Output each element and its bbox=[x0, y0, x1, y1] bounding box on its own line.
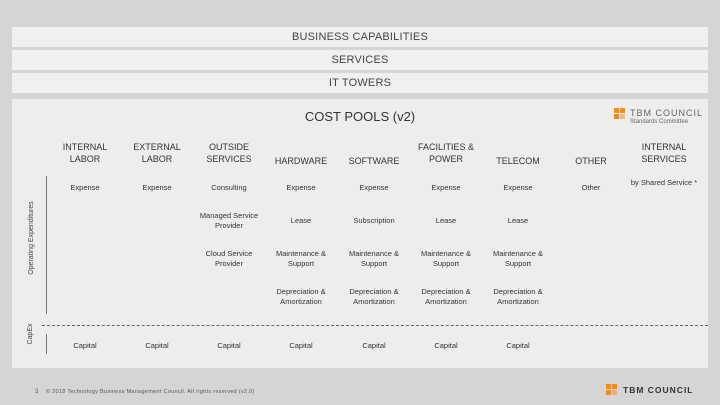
cost-pool-cell: Depreciation & Amortization bbox=[349, 287, 399, 306]
tbm-logo-mark-icon bbox=[606, 383, 618, 395]
cost-pool-cell: Expense bbox=[503, 183, 533, 192]
cost-pool-cell: Consulting bbox=[211, 183, 247, 192]
cost-pool-cell: Expense bbox=[142, 183, 172, 192]
opex-capex-divider bbox=[42, 325, 708, 326]
cost-pool-cell: Maintenance & Support bbox=[420, 249, 472, 268]
column-header: HARDWARE bbox=[274, 156, 328, 166]
copyright-text: © 2018 Technology Business Management Council. All rights reserved (v2.0) bbox=[46, 389, 255, 395]
cost-pool-cell: Capital bbox=[289, 341, 313, 350]
cost-pool-cell: Depreciation & Amortization bbox=[421, 287, 471, 306]
cost-pool-cell: Maintenance & Support bbox=[348, 249, 400, 268]
cost-pool-cell: Depreciation & Amortization bbox=[493, 287, 543, 306]
capex-axis-label: CapEx bbox=[27, 323, 34, 345]
cost-pool-cell: Expense bbox=[359, 183, 389, 192]
band-business-capabilities: BUSINESS CAPABILITIES bbox=[12, 27, 708, 47]
page-number: 3 bbox=[35, 389, 39, 395]
column-header: INTERNAL LABOR bbox=[62, 142, 108, 164]
cost-pool-cell: Expense bbox=[70, 183, 100, 192]
cost-pool-cell: Expense bbox=[286, 183, 316, 192]
opex-bracket bbox=[46, 176, 47, 314]
cost-pool-cell: Expense bbox=[431, 183, 461, 192]
tbm-council-footer-logo bbox=[606, 383, 706, 397]
cost-pool-cell: Maintenance & Support bbox=[492, 249, 544, 268]
cost-pool-cell: Subscription bbox=[353, 216, 395, 225]
logo-name: TBM COUNCIL bbox=[630, 108, 704, 118]
column-header: INTERNAL SERVICES bbox=[641, 142, 687, 164]
column-header: EXTERNAL LABOR bbox=[133, 142, 181, 164]
cost-pool-cell: Maintenance & Support bbox=[275, 249, 327, 268]
tbm-council-logo bbox=[614, 108, 704, 130]
band-services: SERVICES bbox=[12, 50, 708, 70]
opex-axis-label: Operating Expenditures bbox=[28, 201, 35, 275]
cost-pool-cell: Lease bbox=[507, 216, 529, 225]
column-header: FACILITIES & POWER bbox=[417, 142, 475, 164]
cost-pool-cell: Lease bbox=[290, 216, 312, 225]
column-header: TELECOM bbox=[496, 156, 540, 166]
column-header: OTHER bbox=[575, 156, 607, 166]
cost-pool-cell: Capital bbox=[362, 341, 386, 350]
logo-name: TBM COUNCIL bbox=[623, 385, 694, 395]
cost-pools-title: COST POOLS (v2) bbox=[304, 109, 416, 124]
cost-pool-cell: Capital bbox=[73, 341, 97, 350]
cost-pool-cell: Depreciation & Amortization bbox=[276, 287, 326, 306]
cost-pool-cell: Cloud Service Provider bbox=[205, 249, 253, 268]
cost-pool-cell: Lease bbox=[435, 216, 457, 225]
column-header: SOFTWARE bbox=[348, 156, 400, 166]
capex-bracket bbox=[46, 334, 47, 354]
cost-pool-cell: Capital bbox=[217, 341, 241, 350]
cost-pool-cell: by Shared Service * bbox=[630, 178, 698, 187]
cost-pools-panel bbox=[12, 99, 708, 368]
logo-subtitle: Standards Committee bbox=[630, 119, 689, 125]
cost-pool-cell: Capital bbox=[145, 341, 169, 350]
cost-pool-cell: Capital bbox=[506, 341, 530, 350]
tbm-logo-mark-icon bbox=[614, 108, 626, 120]
cost-pool-cell: Managed Service Provider bbox=[199, 211, 259, 230]
cost-pool-cell: Capital bbox=[434, 341, 458, 350]
cost-pool-cell: Other bbox=[581, 183, 601, 192]
column-header: OUTSIDE SERVICES bbox=[206, 142, 252, 164]
band-it-towers: IT TOWERS bbox=[12, 73, 708, 93]
